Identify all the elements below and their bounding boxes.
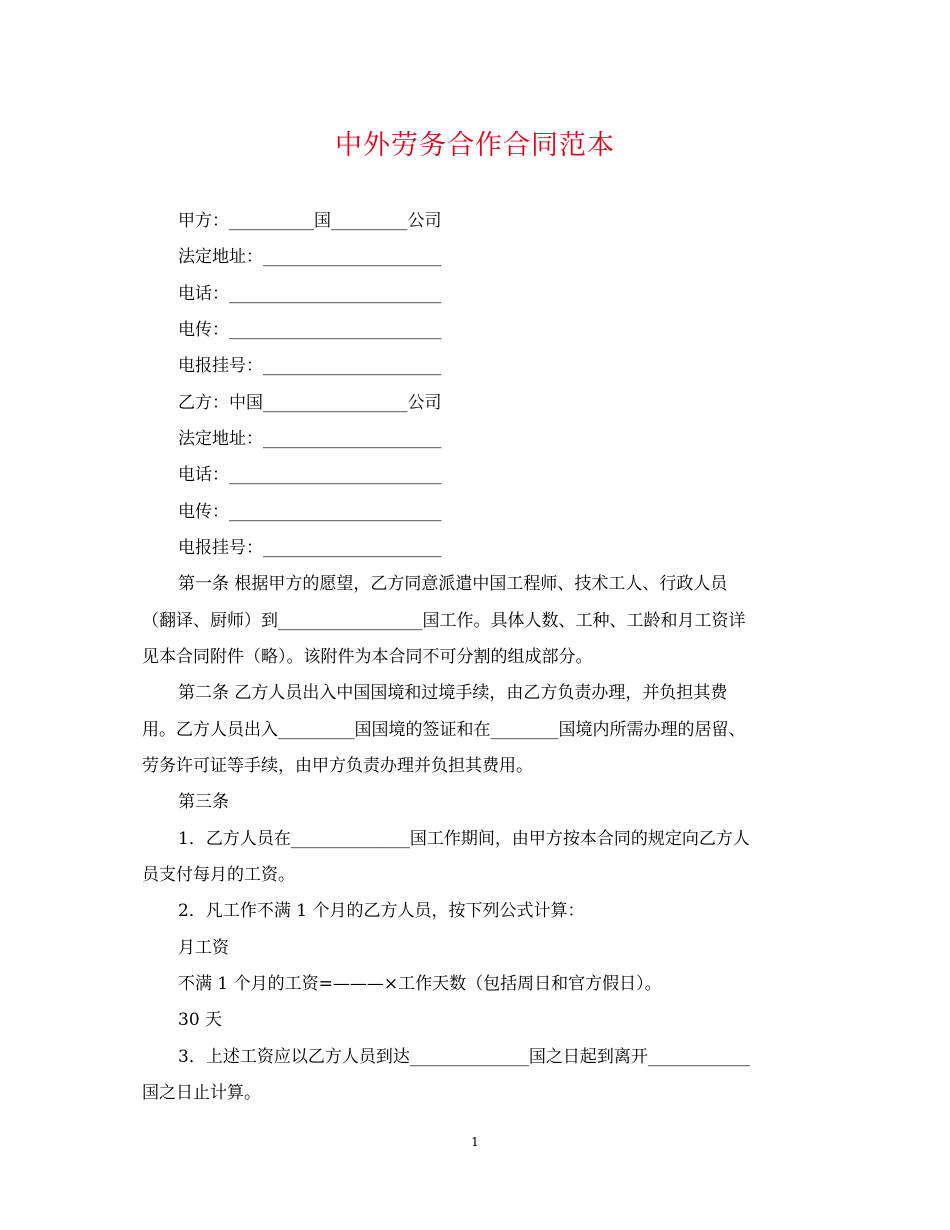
party-b-fax: 电传：_________________________ [178, 502, 442, 522]
article1-line2: （翻译、厨师）到_________________国工作。具体人数、工种、工龄和月工资详 [142, 611, 746, 631]
article3-heading: 第三条 [178, 792, 229, 812]
party-b-phone: 电话：_________________________ [178, 465, 442, 485]
article2-line1: 第二条 乙方人员出入中国国境和过境手续，由乙方负责办理，并负担其费 [178, 683, 728, 703]
party-a-fax: 电传：_________________________ [178, 320, 442, 340]
article2-line2: 用。乙方人员出入_________国国境的签证和在________国境内所需办理的居留、 [142, 720, 746, 740]
party-a-name: 甲方：__________国_________公司 [178, 211, 442, 231]
article3-item3-line1: 3．上述工资应以乙方人员到达______________国之日起到离开____________ [178, 1047, 750, 1067]
formula-main: 不满 1 个月的工资=———×工作天数（包括周日和官方假日）。 [178, 974, 662, 994]
formula-numerator: 月工资 [178, 938, 229, 958]
party-b-legal-address: 法定地址：_____________________ [178, 429, 442, 449]
party-a-phone: 电话：_________________________ [178, 284, 442, 304]
article3-item1-line2: 员支付每月的工资。 [142, 865, 295, 885]
page-number: 1 [471, 1135, 479, 1149]
party-a-legal-address: 法定地址：_____________________ [178, 247, 442, 267]
document-title: 中外劳务合作合同范本 [335, 130, 615, 161]
article1-line1: 第一条 根据甲方的愿望，乙方同意派遣中国工程师、技术工人、行政人员 [178, 574, 728, 594]
party-b-name: 乙方：中国_________________公司 [178, 393, 442, 413]
article3-item2: 2．凡工作不满 1 个月的乙方人员，按下列公式计算： [178, 901, 585, 921]
party-b-telegraph: 电报挂号：_____________________ [178, 538, 442, 558]
article3-item1-line1: 1．乙方人员在______________国工作期间，由甲方按本合同的规定向乙方人 [178, 829, 750, 849]
formula-denominator: 30 天 [178, 1010, 223, 1030]
article2-line3: 劳务许可证等手续，由甲方负责办理并负担其费用。 [142, 756, 533, 776]
article3-item3-line2: 国之日止计算。 [142, 1083, 261, 1103]
article1-line3: 见本合同附件（略）。该附件为本合同不可分割的组成部分。 [142, 647, 593, 667]
party-a-telegraph: 电报挂号：_____________________ [178, 356, 442, 376]
